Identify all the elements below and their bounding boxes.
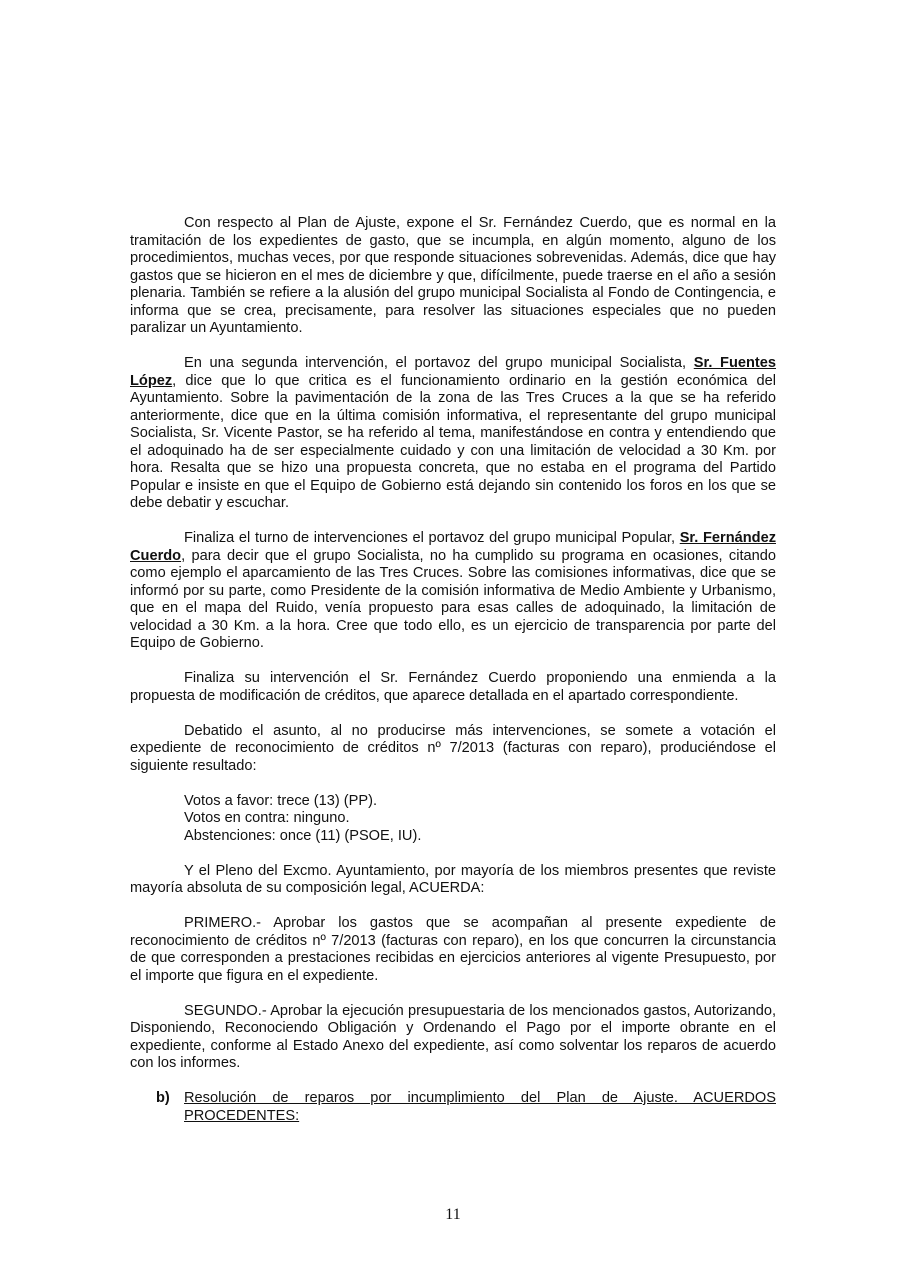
document-body [130,215,776,1125]
paragraph-plan-ajuste: Con respecto al Plan de Ajuste, expone el Sr. Fernández Cuerdo, que es normal en la tramitación de los expedientes de gasto, que se incumpla, en algún momento, alguno de los procedimientos, muchas veces, por que responde situaciones sobrevenidas. Además, dice que hay gastos que se hicieron en el mes de diciembre y que, difícilmente, puede traerse en el año a sesión plenaria. También se refiere a la alusión del grupo municipal Socialista al Fondo de Contingencia, e informa que se crea, precisamente, para resolver las situaciones especiales que no pueden paralizar un Ayuntamiento. [130,215,776,336]
paragraph-segunda-intervencion [130,355,776,513]
paragraph-segundo: SEGUNDO.- Aprobar la ejecución presupuestaria de los mencionados gastos, Autorizando, Disponiendo, Reconociendo Obligación y Ordenando el Pago por el importe obrante en el expediente, conforme al Estado Anexo del expediente, así como solventar los reparos de acuerdo con los informes. [130,1002,776,1071]
votes-favor: Votos a favor: trece (13) (PP). [184,792,378,809]
paragraph-votacion: Debatido el asunto, al no producirse más intervenciones, se somete a votación el expediente de reconocimiento de créditos nº 7/2013 (facturas con reparo), produciéndose el siguiente resultado: [130,722,776,774]
item-title: Resolución de reparos por incumplimiento del Plan de Ajuste. ACUERDOS PROCEDENTES: [184,1090,776,1124]
speaker-name: Sr. Fuentes López [130,355,776,389]
paragraph-text: , dice que lo que critica es el funcionamiento ordinario en la gestión económica del Ayuntamiento. Sobre la pavimentación de la zona de las Tres Cruces a la que se ha referido anteriormente, dice que en la última comisión informativa, el representante del grupo municipal Socialista, Sr. Vicente Pastor, se ha referido al tema, manifestándose en contra y entendiendo que el adoquinado ha de ser especialmente cuidado y con una limitación de velocidad a 30 Km. por hora. Resalta que se hizo una propuesta concreta, que no estaba en el programa del Partido Popular e insiste en que el Equipo de Gobierno está dejando sin contenido los foros en los que se debe debatir y escuchar. [130,372,776,511]
paragraph-enmienda: Finaliza su intervención el Sr. Fernández Cuerdo proponiendo una enmienda a la propuesta de modificación de créditos, que aparece detallada en el apartado correspondiente. [130,670,776,704]
item-label: b) [156,1090,170,1106]
paragraph-text: , para decir que el grupo Socialista, no ha cumplido su programa en ocasiones, citando como ejemplo el aparcamiento de las Tres Cruces. Sobre las comisiones informativas, dice que se informó por su parte, como Presidente de la comisión informativa de Medio Ambiente y Urbanismo, que en el mapa del Ruido, venía propuesto para esas calles de adoquinado, la limitación de velocidad a 30 Km. a la hora. Cree que todo ello, es un ejercicio de transparencia por parte del Equipo de Gobierno. [130,547,776,651]
paragraph-text: Finaliza el turno de intervenciones el portavoz del grupo municipal Popular, [184,530,680,546]
page-number: 11 [445,1206,461,1223]
paragraph-primero: PRIMERO.- Aprobar los gastos que se acompañan al presente expediente de reconocimiento de créditos nº 7/2013 (facturas con reparo), en los que concurren la circunstancia de que corresponden a prestaciones recibidas en ejercicios anteriores al vigente Presupuesto, por el importe que figura en el expediente. [130,915,776,984]
section-item-b [130,1090,776,1125]
votes-contra: Votos en contra: ninguno. [184,810,350,826]
vote-results [184,793,776,846]
votes-abstenciones: Abstenciones: once (11) (PSOE, IU). [184,827,422,844]
paragraph-text: En una segunda intervención, el portavoz del grupo municipal Socialista, [184,355,694,371]
paragraph-finaliza-turno [130,530,776,653]
speaker-name: Sr. Fernández Cuerdo [130,530,776,564]
paragraph-acuerda: Y el Pleno del Excmo. Ayuntamiento, por mayoría de los miembros presentes que reviste mayoría absoluta de su composición legal, ACUERDA: [130,862,776,896]
